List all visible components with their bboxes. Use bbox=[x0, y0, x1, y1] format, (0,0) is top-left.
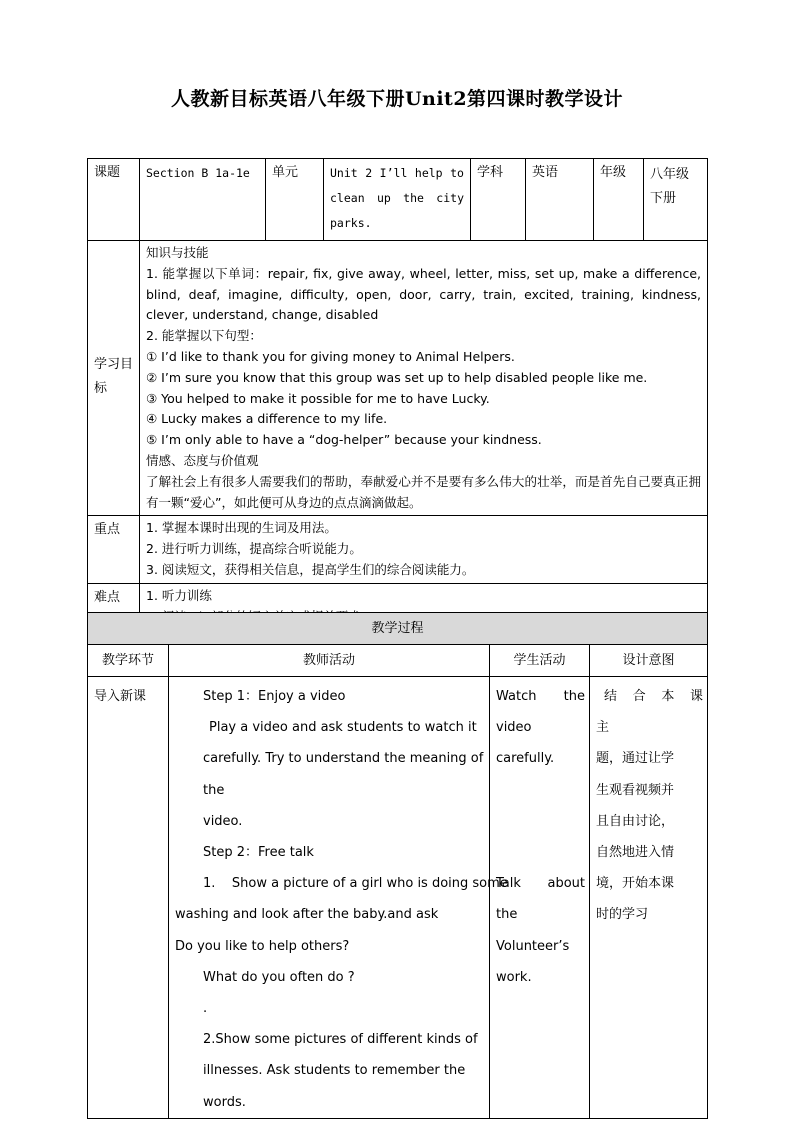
lesson-info-table bbox=[87, 158, 708, 630]
topic-value: Section B 1a-1e bbox=[140, 159, 266, 241]
student-line: video bbox=[496, 720, 532, 736]
teacher-line: illnesses. Ask students to remember the words. bbox=[203, 1063, 466, 1110]
key-point-item: 1. 掌握本课时出现的生词及用法。 bbox=[146, 520, 337, 536]
teacher-line: washing and look after the baby.and ask bbox=[175, 907, 439, 923]
teacher-line: 2.Show some pictures of different kinds of bbox=[203, 1032, 478, 1048]
design-line: 时的学习 bbox=[596, 907, 649, 923]
teaching-process-table bbox=[87, 612, 708, 1119]
student-activity-cell bbox=[490, 677, 590, 1119]
emotion-heading: 情感、态度与价值观 bbox=[146, 452, 259, 468]
student-line: Volunteer’s bbox=[496, 938, 570, 954]
key-points-label: 重点 bbox=[88, 516, 140, 583]
student-line: Talk about the bbox=[496, 876, 585, 923]
design-line: 主 bbox=[596, 720, 610, 736]
document-title: 人教新目标英语八年级下册Unit2第四课时教学设计 bbox=[170, 88, 624, 110]
stage-cell: 导入新课 bbox=[88, 677, 169, 1119]
knowledge-heading: 知识与技能 bbox=[146, 245, 209, 260]
teacher-line: What do you often do ? bbox=[203, 969, 355, 985]
key-point-item: 2. 进行听力训练，提高综合听说能力。 bbox=[146, 541, 362, 557]
col-teacher-header: 教师活动 bbox=[169, 645, 490, 677]
process-heading: 教学过程 bbox=[88, 613, 708, 645]
teacher-activity-cell bbox=[169, 677, 508, 1119]
design-line: 生观看视频并 bbox=[596, 782, 675, 798]
difficult-label: 难点 bbox=[88, 583, 140, 630]
design-line: 结合本课 bbox=[604, 689, 704, 704]
col-student-header: 学生活动 bbox=[490, 645, 590, 677]
teacher-line: Step 2：Free talk bbox=[203, 845, 314, 861]
subject-label: 学科 bbox=[471, 159, 526, 241]
student-line: work. bbox=[496, 969, 532, 985]
unit-label: 单元 bbox=[266, 159, 324, 241]
teacher-line: video. bbox=[203, 813, 243, 829]
objectives-label: 学习目标 bbox=[88, 241, 140, 516]
teacher-line: Play a video and ask students to watch it bbox=[209, 720, 477, 736]
teacher-line: 1. Show a picture of a girl who is doing some bbox=[203, 876, 508, 892]
subject-value: 英语 bbox=[526, 159, 594, 241]
grade-label: 年级 bbox=[594, 159, 644, 241]
design-line: 境，开始本课 bbox=[596, 876, 675, 892]
difficult-point-item: 1. 听力训练 bbox=[146, 587, 212, 603]
design-line: 且自由讨论， bbox=[596, 813, 675, 829]
objectives-cell bbox=[140, 241, 708, 516]
student-line: carefully. bbox=[496, 751, 555, 767]
sentence-item: ② I’m sure you know that this group was set up to help disabled people like me. bbox=[146, 369, 648, 385]
emotion-text: 了解社会上有很多人需要我们的帮助，奉献爱心并不是要有多么伟大的壮举，而是首先自己要真正拥有一颗“爱心”，如此便可从身边的点点滴滴做起。 bbox=[146, 473, 701, 510]
teacher-line: Step 1：Enjoy a video bbox=[203, 689, 346, 704]
student-line: Watch the bbox=[496, 689, 585, 704]
key-points-cell bbox=[140, 516, 708, 583]
teacher-line: Do you like to help others? bbox=[175, 938, 350, 954]
design-line: 题，通过让学 bbox=[596, 751, 675, 767]
design-line: 自然地进入情 bbox=[596, 845, 675, 861]
col-stage-header: 教学环节 bbox=[88, 645, 169, 677]
grade-value: 八年级下册 bbox=[644, 159, 708, 241]
sentence-intro: 2. 能掌握以下句型： bbox=[146, 328, 262, 344]
sentence-item: ③ You helped to make it possible for me to have Lucky. bbox=[146, 390, 490, 406]
topic-label: 课题 bbox=[88, 159, 140, 241]
col-design-header: 设计意图 bbox=[590, 645, 708, 677]
key-point-item: 3. 阅读短文，获得相关信息，提高学生们的综合阅读能力。 bbox=[146, 561, 475, 577]
design-intent-cell bbox=[590, 677, 708, 1119]
vocab-list: 1. 能掌握以下单词：repair, fix, give away, wheel, letter, miss, set up, make a difference, blind, deaf, imagine, difficulty, open, door, carry, train, excited, training, kindness, clever, understand, change, disabled bbox=[146, 265, 701, 323]
unit-value: Unit 2 I’ll help to clean up the city parks. bbox=[324, 159, 471, 241]
sentence-item: ⑤ I’m only able to have a “dog-helper” because your kindness. bbox=[146, 432, 542, 448]
teacher-line: carefully. Try to understand the meaning of the bbox=[203, 751, 484, 798]
teacher-line: . bbox=[203, 1001, 208, 1017]
sentence-item: ④ Lucky makes a difference to my life. bbox=[146, 411, 388, 427]
sentence-item: ① I’d like to thank you for giving money to Animal Helpers. bbox=[146, 348, 515, 364]
